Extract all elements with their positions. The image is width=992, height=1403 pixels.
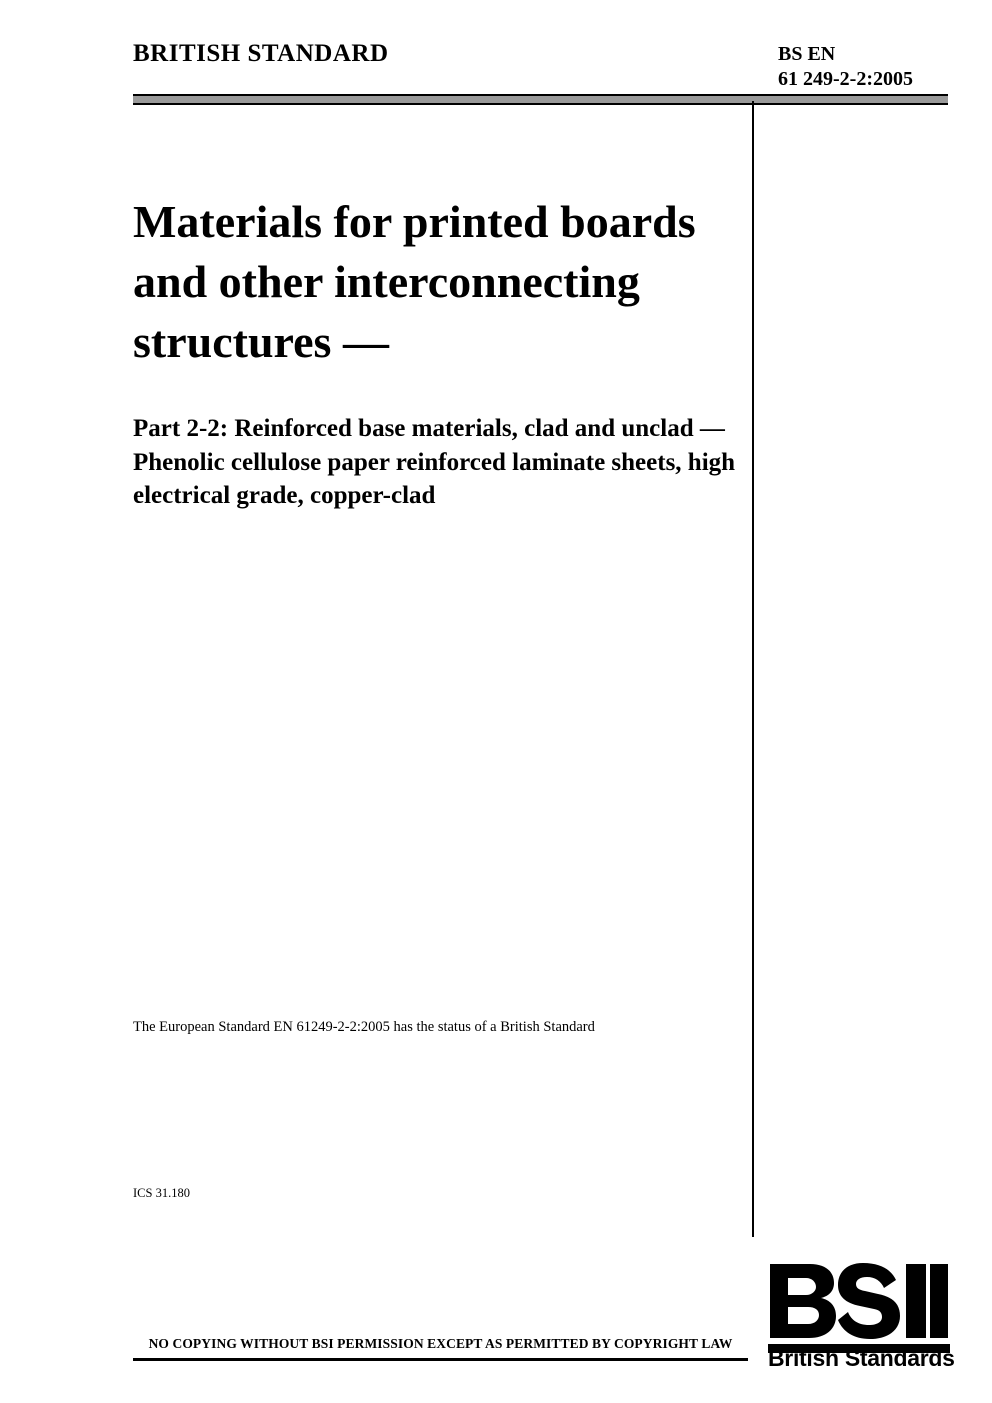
- british-standard-label: BRITISH STANDARD: [133, 40, 389, 67]
- status-note: The European Standard EN 61249-2-2:2005 has the status of a British Standard: [133, 1019, 595, 1035]
- vertical-divider: [752, 101, 754, 1237]
- ics-code: ICS 31.180: [133, 1186, 190, 1200]
- copyright-notice: NO COPYING WITHOUT BSI PERMISSION EXCEPT AS PERMITTED BY COPYRIGHT LAW: [148, 1336, 733, 1351]
- page-subtitle: Part 2-2: Reinforced base materials, clad and unclad — Phenolic cellulose paper reinforced laminate sheets, high electrical grade, copper-clad: [133, 415, 736, 509]
- footer-divider: [133, 1358, 748, 1361]
- standard-reference-line1: BS EN: [778, 43, 836, 65]
- header-divider: [133, 94, 948, 105]
- standard-reference-line2: 61 249-2-2:2005: [778, 68, 913, 90]
- bsi-wordmark: British Standards: [768, 1345, 955, 1371]
- page-title: Materials for printed boards and other interconnecting structures —: [133, 196, 696, 367]
- title-block: [133, 192, 736, 513]
- page-header: [133, 40, 948, 102]
- standard-reference: [778, 42, 913, 92]
